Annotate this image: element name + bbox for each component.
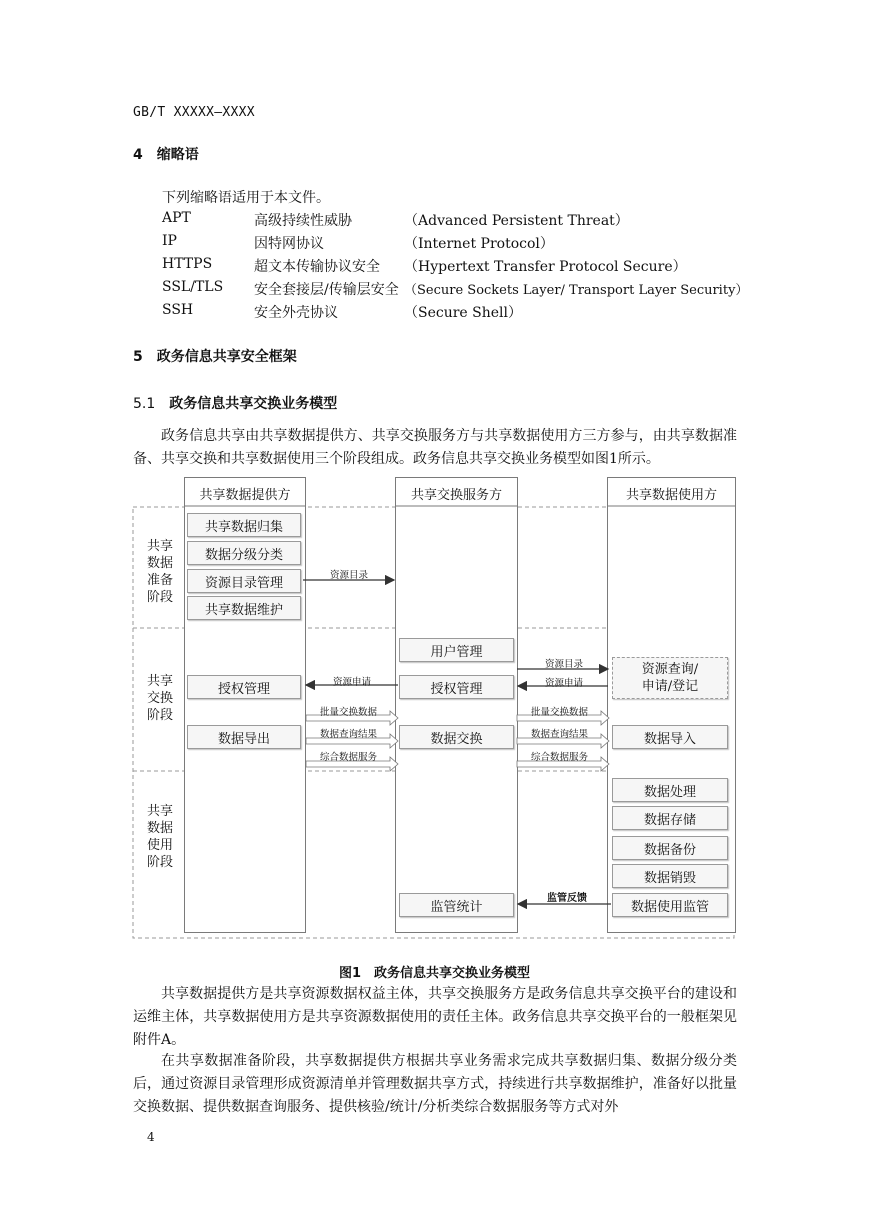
stage-use-label: 共享数据使用阶段	[147, 804, 174, 870]
stage-prep-label: 共享数据准备阶段	[147, 539, 174, 605]
paragraph-text: 共享数据提供方是共享资源数据权益主体，共享交换服务方是政务信息共享交换平台的建设和运维主体，共享数据使用方是共享资源数据使用的责任主体。政务信息共享交换平台的一般框架见附件A。	[133, 986, 737, 1048]
box-user-management: 用户管理	[399, 638, 514, 662]
box-data-import: 数据导入	[612, 725, 728, 749]
box-provider-authorization: 授权管理	[187, 675, 301, 699]
box-line: 资源查询/	[641, 662, 699, 677]
abbr-english: （Secure Sockets Layer/ Transport Layer Security）	[404, 283, 749, 298]
section-title: 缩略语	[156, 147, 199, 163]
box-line: 申请/登记	[641, 679, 699, 694]
user-column-title: 共享数据使用方	[625, 488, 717, 503]
section-number: 5	[133, 349, 143, 365]
abbr-english: （Advanced Persistent Threat）	[404, 213, 629, 229]
page-number: 4	[147, 1130, 155, 1144]
section-title: 政务信息共享交换业务模型	[169, 396, 338, 412]
box-data-backup: 数据备份	[612, 836, 728, 860]
box-usage-monitoring: 数据使用监管	[612, 893, 728, 917]
abbr: SSH	[162, 302, 194, 318]
abbr: SSL/TLS	[162, 279, 224, 295]
arrow-label: 综合数据服务	[531, 752, 589, 763]
abbr-english: （Secure Shell）	[404, 305, 523, 321]
figure-caption: 图1 政务信息共享交换业务模型	[338, 966, 531, 981]
abbr: APT	[162, 210, 191, 226]
abbreviation-intro: 下列缩略语适用于本文件。	[162, 190, 330, 206]
abbr: HTTPS	[162, 256, 213, 272]
paragraph-text: 政务信息共享由共享数据提供方、共享交换服务方与共享数据使用方三方参与，由共享数据准备、共享交换和共享数据使用三个阶段组成。政务信息共享交换业务模型如图1所示。	[133, 428, 737, 467]
box-service-authorization: 授权管理	[399, 675, 514, 699]
box-data-maintenance: 共享数据维护	[187, 596, 301, 620]
box-data-collection: 共享数据归集	[187, 513, 301, 537]
abbr-english: （Hypertext Transfer Protocol Secure）	[404, 259, 687, 275]
abbr-chinese: 因特网协议	[254, 236, 324, 252]
paragraph	[133, 1050, 737, 1119]
box-data-storage: 数据存储	[612, 806, 728, 830]
abbr: IP	[162, 233, 177, 249]
arrow-label: 数据查询结果	[531, 729, 589, 740]
arrow-label: 资源目录	[545, 659, 584, 670]
abbr-english: （Internet Protocol）	[404, 236, 554, 252]
section-title: 政务信息共享安全框架	[156, 349, 297, 365]
box-monitoring-statistics: 监管统计	[399, 893, 514, 917]
arrow-label: 监管反馈	[547, 893, 587, 904]
box-data-export: 数据导出	[187, 725, 301, 749]
arrow-label: 资源申请	[333, 677, 372, 688]
abbr-chinese: 超文本传输协议安全	[254, 259, 380, 275]
arrow-label: 资源目录	[330, 570, 369, 581]
arrow-label: 批量交换数据	[531, 707, 589, 718]
service-column-title: 共享交换服务方	[410, 488, 502, 503]
arrow-label: 资源申请	[545, 678, 584, 689]
paragraph	[133, 983, 737, 1052]
document-code: GB/T XXXXX—XXXX	[133, 105, 255, 120]
stage-exchange-label: 共享交换阶段	[147, 674, 174, 723]
abbr-chinese: 安全外壳协议	[254, 305, 338, 321]
box-data-destruction: 数据销毁	[612, 864, 728, 888]
arrow-label: 综合数据服务	[320, 752, 378, 763]
arrow-label: 数据查询结果	[320, 729, 378, 740]
box-data-processing: 数据处理	[612, 778, 728, 802]
box-data-exchange: 数据交换	[399, 725, 514, 749]
paragraph-text: 在共享数据准备阶段，共享数据提供方根据共享业务需求完成共享数据归集、数据分级分类后，通过资源目录管理形成资源清单并管理数据共享方式，持续进行共享数据维护，准备好以批量交换数据、提供数据查询服务、提供核验/统计/分析类综合数据服务等方式对外	[133, 1053, 737, 1115]
box-data-classification: 数据分级分类	[187, 541, 301, 565]
box-catalog-management: 资源目录管理	[187, 569, 301, 593]
arrow-label: 批量交换数据	[320, 707, 378, 718]
provider-column-title: 共享数据提供方	[199, 488, 291, 503]
abbr-chinese: 安全套接层/传输层安全	[254, 282, 399, 298]
section-number: 4	[133, 147, 143, 163]
section-number: 5.1	[133, 396, 156, 412]
abbr-chinese: 高级持续性威胁	[254, 213, 352, 229]
